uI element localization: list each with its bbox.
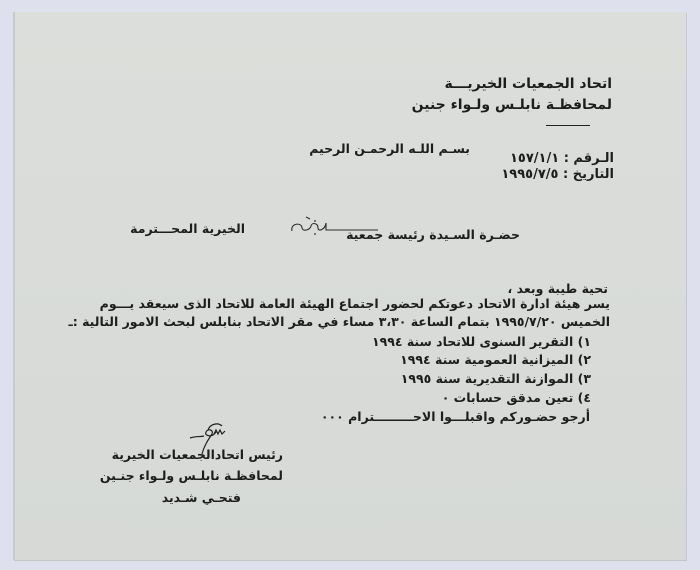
greeting: تحية طيبة وبعد ، bbox=[507, 281, 608, 296]
agenda-item-number: ٢) bbox=[577, 352, 591, 367]
agenda-item bbox=[442, 390, 591, 406]
closing-line: أرجو حضـوركم واقبلـــوا الاحـــــــــترام ٠٠٠ bbox=[320, 409, 590, 424]
handwritten-addressee-name bbox=[288, 213, 380, 237]
signatory-governorate: لمحافظـة نابلـس ولـواء جنـين bbox=[99, 468, 283, 483]
reference-number-label: الـرقم : bbox=[563, 151, 614, 166]
signatory-name: فتحـي شـديد bbox=[161, 490, 241, 505]
reference-date-value: ١٩٩٥/٧/٥ bbox=[501, 167, 559, 182]
addressee-suffix: الخيرية المحـــترمة bbox=[130, 221, 245, 236]
agenda-item-number: ١) bbox=[577, 334, 591, 349]
letterhead-governorate: لمحافظـة نابلـس ولـواء جنين bbox=[411, 97, 612, 113]
reference-date-label: التاريخ : bbox=[563, 167, 614, 182]
agenda-item bbox=[401, 371, 591, 387]
agenda-item-text: تعين مدقق حسابات ٠ bbox=[441, 390, 574, 405]
basmala: بسـم اللـه الرحمـن الرحيم bbox=[309, 141, 470, 156]
agenda-item-number: ٣) bbox=[577, 371, 591, 386]
signatory-title: رئيس اتحادالجمعيات الخيرية bbox=[111, 447, 283, 462]
reference-number-value: ١٥٧/١/١ bbox=[509, 151, 560, 166]
reference-number bbox=[510, 151, 614, 167]
letterhead-organization: اتحاد الجمعيات الخيريـــة bbox=[444, 76, 612, 92]
agenda-item-text: التقرير السنوى للاتحاد سنة ١٩٩٤ bbox=[371, 334, 574, 349]
addressee-prefix: حضـرة السـيدة رئيسة جمعية bbox=[346, 227, 520, 242]
agenda-item bbox=[400, 352, 591, 368]
agenda-item-text: الموازنة التقديرية سنة ١٩٩٥ bbox=[400, 371, 574, 386]
body-paragraph-line-1: يسر هيئة ادارة الاتحاد دعوتكم لحضور اجتماع الهيئة العامة للاتحاد الذى سيعقد يـــوم bbox=[99, 296, 610, 311]
letterhead-divider bbox=[546, 125, 590, 126]
body-paragraph-line-2: الخميس ١٩٩٥/٧/٢٠ بتمام الساعة ٣،٣٠ مساء في مقر الاتحاد بنابلس لبحث الامور التالية :ـ bbox=[68, 314, 610, 329]
agenda-item-number: ٤) bbox=[577, 390, 591, 405]
agenda-item-text: الميزانية العمومية سنة ١٩٩٤ bbox=[400, 352, 574, 367]
reference-date bbox=[501, 167, 614, 183]
agenda-item bbox=[372, 334, 591, 350]
